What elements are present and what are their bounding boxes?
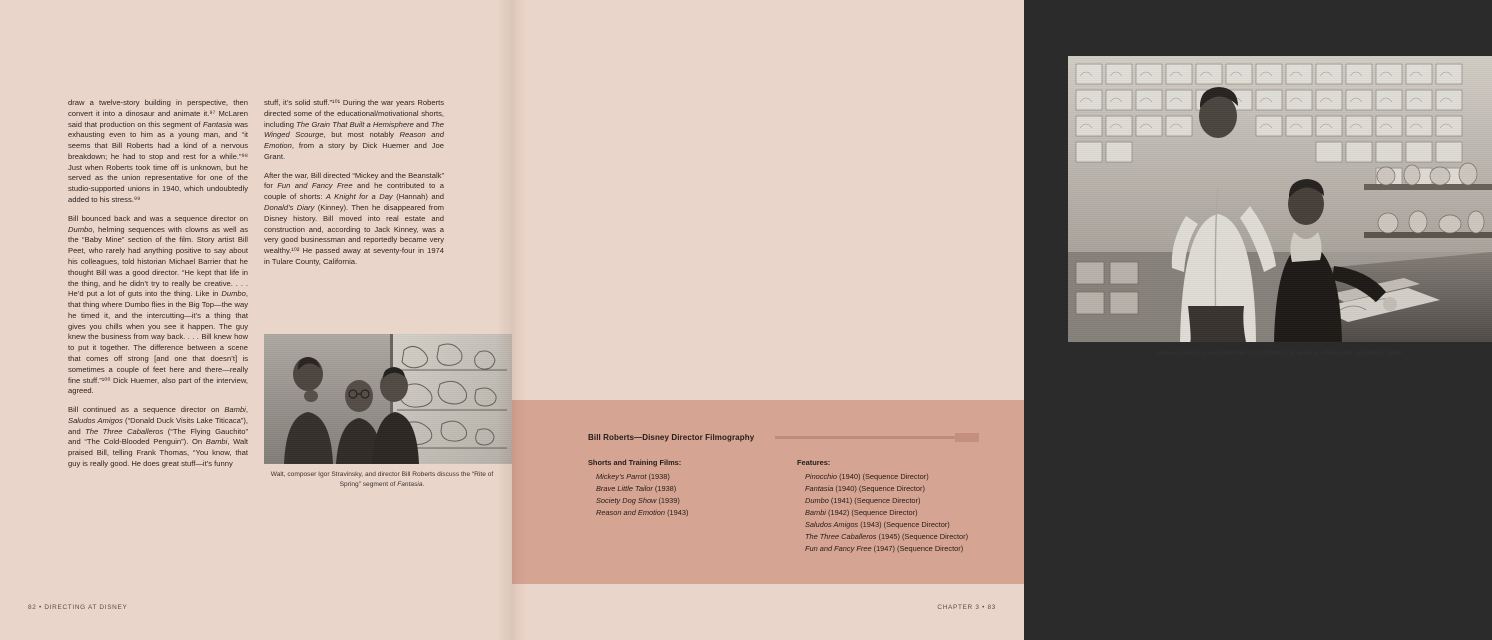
filmography-title: Bill Roberts—Disney Director Filmography <box>588 433 755 442</box>
list-item: Fun and Fancy Free (1947) (Sequence Director) <box>805 543 964 553</box>
list-item: Mickey’s Parrot (1938) <box>596 471 670 481</box>
body-column-1 <box>68 98 248 478</box>
paragraph: stuff, it’s solid stuff.”¹⁰¹ During the war years Roberts directed some of the educational/motivational shorts, including The Grain That Built a Hemisphere and The Winged Scourge, but most notably Reason and Emotion, from a story by Dick Huemer and Joe Grant. <box>264 98 445 161</box>
photo-roberts-and-peet <box>1068 56 1492 342</box>
filmography-column-shorts <box>588 457 788 519</box>
photo-artwork <box>1068 56 1492 342</box>
folio-left: 82 • DIRECTING AT DISNEY <box>28 604 128 611</box>
features-heading: Features: <box>797 458 831 467</box>
panel-divider-rule <box>775 436 955 439</box>
left-photo-caption: Walt, composer Igor Stravinsky, and director Bill Roberts discuss the “Rite of Spring” segment of Fantasia. <box>270 471 494 488</box>
paragraph: After the war, Bill directed “Mickey and the Beanstalk” for Fun and Fancy Free and he contributed to a couple of shorts: A Knight for a Day (Hannah) and Donald’s Diary (Kinney). Then he disappeared from Disney history. Bill moved into real estate and construction and, according to Jack Kinney, was a very good businessman and reportedly became very wealthy.¹⁰² He passed away at seventy-four in 1974 in Tulare County, California. <box>264 170 444 266</box>
list-item: Dumbo (1941) (Sequence Director) <box>805 495 921 505</box>
list-item: Fantasia (1940) (Sequence Director) <box>805 483 925 493</box>
list-item: The Three Caballeros (1945) (Sequence Director) <box>805 531 969 541</box>
left-page <box>0 0 512 640</box>
folio-right: CHAPTER 3 • 83 <box>937 604 996 611</box>
shorts-heading: Shorts and Training Films: <box>588 458 682 467</box>
filmography-panel <box>512 400 1024 584</box>
list-item: Pinocchio (1940) (Sequence Director) <box>805 471 929 481</box>
list-item: Saludos Amigos (1943) (Sequence Director) <box>805 519 950 529</box>
right-photo-caption: Roberts and a young Bill Peet (STANDING) at work on Pinocchio, April/May 1939. <box>1156 350 1404 357</box>
paragraph: draw a twelve-story building in perspective, then convert it into a dinosaur and animate it.⁹⁷ McLaren said that production on this segment of Fantasia was exhausting even to him as a young man, and “it seems that Bill Roberts had a kind of a nervous breakdown; he had to stop and rest for a while.”⁹⁸ Just when Roberts took time off is unknown, but he served as the union representative for one of the studio-supported unions in 1940, which undoubtedly added to his stress.⁹⁹ <box>68 98 248 205</box>
photo-walt-stravinsky-roberts <box>264 334 512 464</box>
list-item: Brave Little Tailor (1938) <box>596 483 677 493</box>
filmography-column-features <box>797 457 1012 555</box>
paragraph: Bill bounced back and was a sequence director on Dumbo, helming sequences with clowns as well as the “Baby Mine” section of the film. Story artist Bill Peet, who rarely had anything positive to say about his colleagues, told historian Michael Barrier that he thought Bill was a good director. “He kept that life in the thing, and he didn’t try to really be creative. . . . He’d put a lot of guts into the thing. Like in Dumbo, that thing where Dumbo flies in the Big Top—the way he timed it, and the intercutting—it’s a thing that gives you chills when you see it happen. The guy knew the business from way back. . . . Bill knew how to put it together. The difference between a scene that comes off strong [and one that doesn’t] is sometimes a couple of feet here and there—really fine stuff.”¹⁰⁰ Dick Huemer, also part of the interview, agreed. <box>68 213 248 396</box>
list-item: Society Dog Show (1939) <box>596 495 680 505</box>
photo-artwork <box>264 334 512 464</box>
list-item: Bambi (1942) (Sequence Director) <box>805 507 918 517</box>
list-item: Reason and Emotion (1943) <box>596 507 689 517</box>
features-list <box>797 471 1012 555</box>
shorts-list <box>588 471 788 519</box>
body-column-2 <box>264 98 444 276</box>
paragraph: Bill continued as a sequence director on Bambi, Saludos Amigos (“Donald Duck Visits Lake Titicaca”), and The Three Caballeros (“The Flying Gauchito” and “The Cold-Blooded Penguin”). On Bambi, Walt praised Bill, telling Frank Thomas, “You know, that guy is really good. He does great stuff—it’s funny <box>68 405 249 468</box>
panel-divider-cap <box>955 433 979 442</box>
